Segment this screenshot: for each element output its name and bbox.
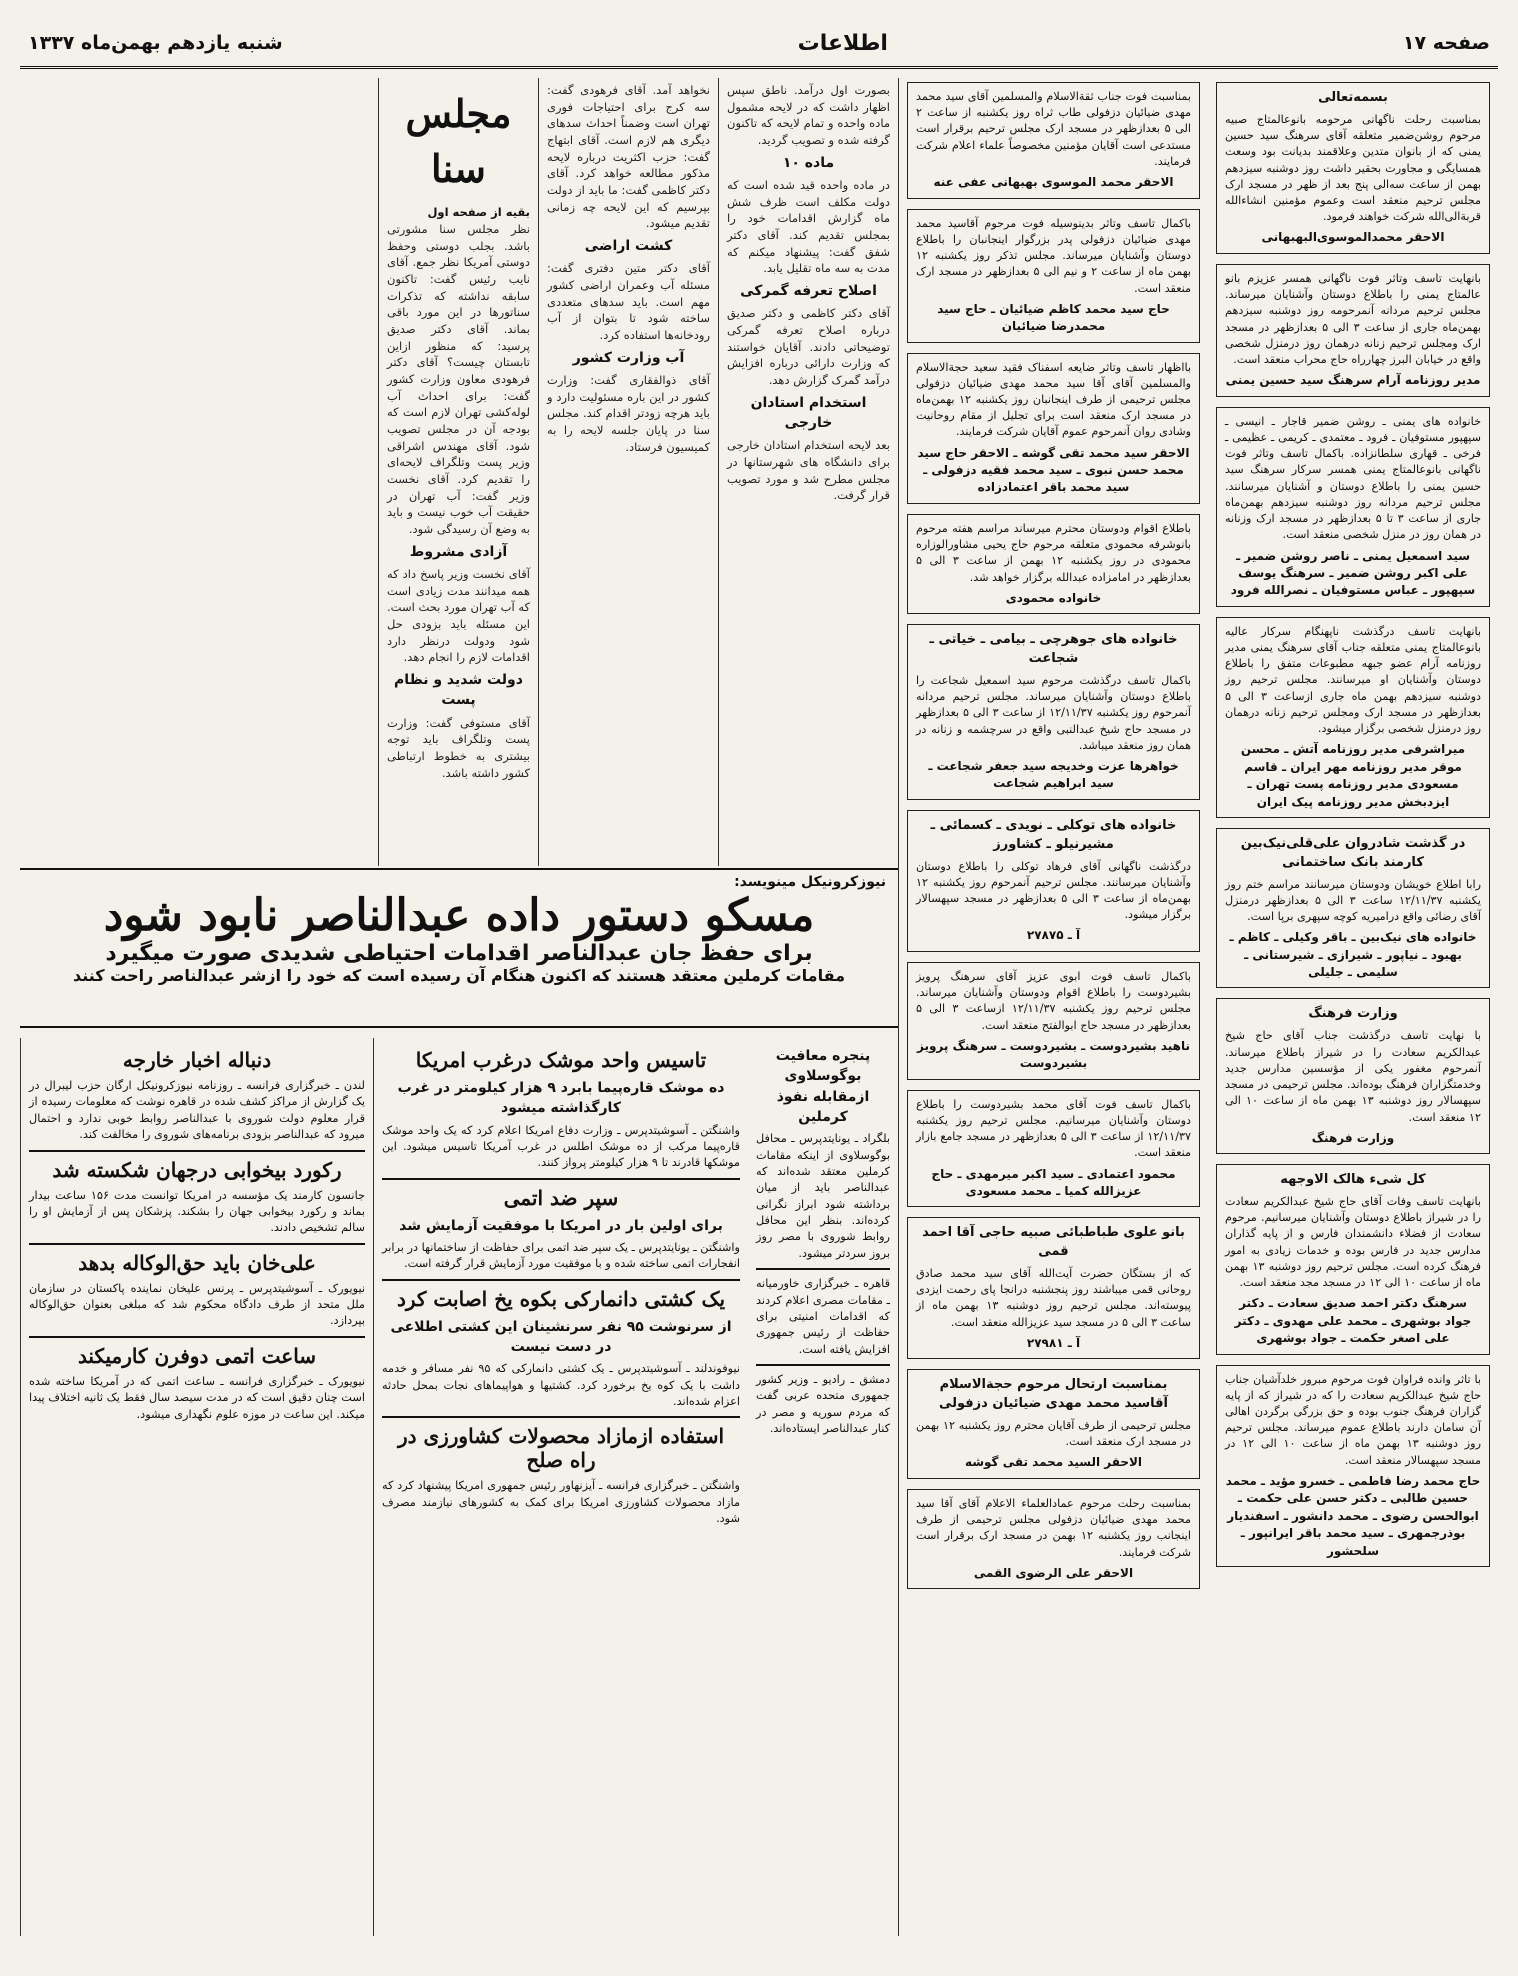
article-body: واشنگتن ـ آسوشیتدپرس ـ وزارت دفاع امریکا اعلام کرد که یک واحد موشک قاره‌پیما مرکب از ده موشک اطلس در غرب آمریکا تاسیس میشود. این موشکها قادرند تا ۹ هزار کیلومتر پرواز کنند. xyxy=(382,1123,740,1170)
article-subhead: آب وزارت کشور xyxy=(572,349,685,366)
notice-signature: میراشرفی مدیر روزنامه آتش ـ محسن موقر مدیر روزنامه مهر ایران ـ قاسم مسعودی مدیر روزنامه پست تهران ـ ایزدبخش مدیر روزنامه پیک ایران xyxy=(1240,742,1466,809)
article-body: قاهره ـ خبرگزاری خاورمیانه ـ مقامات مصری اعلام کردند که اقدامات امنیتی برای حفاظت از رئیس جمهوری افزایش یافته است. xyxy=(756,1277,890,1356)
column-divider xyxy=(29,1336,365,1338)
headline-deck: برای حفظ جان عبدالناصر اقدامات احتیاطی شدیدی صورت میگیرد xyxy=(105,941,813,966)
notice-signature: الاحقر محمدالموسوی‌البهبهانی xyxy=(1261,230,1445,245)
article-headline: ساعت اتمی دوفرن کارمیکند xyxy=(77,1343,317,1368)
notice-box xyxy=(1216,617,1490,818)
notice-box xyxy=(907,209,1200,343)
article-subhead: استخدام استادان خارجی xyxy=(750,394,867,431)
notice-title: بانو علوی طباطبائی صبیه حاجی آقا احمد قمی xyxy=(922,1225,1185,1260)
notice-body: رابا اطلاع خویشان ودوستان میرسانند مراسم ختم روز یکشنبه ۱۲/۱۱/۳۷ ساعت ۳ الی ۵ بعدازظهر درمنزل آقای رضائی واقع درامیریه کوچه سپهری برپا است. xyxy=(1225,877,1481,924)
notice-title: بمناسبت ارتحال مرحوم حجةالاسلام آقاسید محمد مهدی ضیائیان دزفولی xyxy=(938,1377,1169,1412)
notice-title: کل شیء هالک الاوجهه xyxy=(1280,1172,1426,1188)
notice-signature: حاج سید محمد کاظم ضیائیان ـ حاج سید محمدرضا ضیائیان xyxy=(937,301,1170,334)
notice-signature: الاحقر سید محمد تقی گوشه ـ الاحقر حاج سید محمد حسن نبوی ـ سید محمد فقیه دزفولی ـ سید محمد باقر اعتمادزاده xyxy=(917,445,1190,495)
headline-banner xyxy=(20,868,898,1028)
column-divider xyxy=(382,1178,740,1180)
article-subhead: اصلاح تعرفه گمرکی xyxy=(740,283,877,300)
lower-news-column-3 xyxy=(748,1038,898,1936)
notice-signature: ناهید بشیردوست ـ بشیردوست ـ سرهنگ پرویز بشیردوست xyxy=(916,1038,1190,1071)
article-body: نظر مجلس سنا مشورتی باشد. بجلب دوستی وحفظ دوستی آمریکا نظر جمع. آقای نایب رئیس گفت: تاکنون سابقه نداشته که تذکرات سناتورها در این مورد باقی بماند. آقای دکتر صدیق پرسید: که منظور ازاین تابستان چیست؟ آقای دکتر فرهودی معاون وزارت کشور گفت: برای احداث آب لوله‌کشی تهران لازم است که بودجه آن در مجلس تصویب شود. آقای مهندس اشراقی وزیر پست وتلگراف لایحه‌ای را تقدیم کرد. آقای نخست وزیر گفت: آب تهران در حقیقت آب خوب نیست و باید به وضع آن رسیدگی شود. xyxy=(387,221,530,536)
page-number: صفحه ۱۷ xyxy=(1402,32,1490,54)
article-body: دمشق ـ رادیو ـ وزیر کشور جمهوری متحده عربی گفت که مردم سوریه و مصر در کنار عبدالناصر ایستاده‌اند. xyxy=(756,1373,890,1436)
article-body: آقای دکتر کاظمی و دکتر صدیق درباره اصلاح تعرفه گمرکی توضیحاتی دادند. آقایان خواستند که وزارت دارائی درباره افزایش درآمد گمرک گزارش دهد. xyxy=(727,306,890,387)
column-divider xyxy=(756,1268,890,1270)
article-body: نیویورک ـ خبرگزاری فرانسه ـ ساعت اتمی که در آمریکا ساخته شده است چنان دقیق است که در مدت سیصد سال فقط یک ثانیه اختلاف پیدا میکند. این ساعت در موزه علوم نگهداری میشود. xyxy=(29,1374,365,1421)
notice-signature: مدیر روزنامه آرام سرهنگ سید حسین یمنی xyxy=(1225,373,1481,388)
notice-title: خانواده های جوهرچی ـ بیامی ـ خیاتی ـ شجاعت xyxy=(929,632,1178,667)
notice-body: بااظهار تاسف وتاثر ضایعه اسفناک فقید سعید حجةالاسلام والمسلمین آقای آقا سید محمد مهدی ضیائیان دزفولی مجلس ترحیمی از طرف اینجانبان روز یکشنبه ۱۲ بهمن‌ماه در مسجد ارک منعقد است برای تجلیل از مقام روحانیت وشادی روان آنمرحوم عموم آقایان شرکت فرمایند. xyxy=(916,360,1192,439)
notice-body: باطلاع اقوام ودوستان محترم میرساند مراسم هفته مرحوم بانوشرفه محمودی متعلقه مرحوم حاج یحیی مشاورالوزاره محمودی در روز یکشنبه ۱۲ بهمن از ساعت ۳ الی ۵ بعدازظهر در امامزاده عبدالله برگزار خواهد شد. xyxy=(916,521,1191,584)
column-divider xyxy=(382,1416,740,1418)
article-headline: سپر ضد اتمی xyxy=(503,1185,619,1210)
article-subhead: برای اولین بار در امریکا با موفقیت آزمایش شد xyxy=(399,1217,723,1234)
column-divider xyxy=(756,1364,890,1366)
notice-body: بانهایت تاسف وتاثر فوت ناگهانی همسر عزیزم بانو عالمتاج یمنی را باطلاع دوستان وآشنایان میرساند. مجلس ترحیم مردانه آنمرحومه روز دوشنبه سیزدهم بهمن‌ماه جاری از ساعت ۳ الی ۵ بعدازظهر در مسجد ارک ومجلس ترحیم زنانه درهمان روز درمنزل شخصی واقع در خیابان البرز چهارراه حاج محراب منعقد است. xyxy=(1225,271,1481,367)
notice-box xyxy=(907,82,1200,199)
lower-news-column-1 xyxy=(20,1038,373,1936)
article-headline: دنباله اخبار خارجه xyxy=(122,1048,272,1072)
column-divider xyxy=(29,1243,365,1245)
headline-kicker: نیوزکرونیکل مینویسد: xyxy=(734,874,886,890)
notice-box xyxy=(1216,998,1490,1154)
obituary-column-2 xyxy=(898,78,1208,1936)
notice-body: با تاثر وانده فراوان فوت مرحوم مبرور خلدآشیان جناب حاج شیخ عبدالکریم سعادت را که در شیراز که از پایه گزاران فرهنگ جنوب بوده و حق بزرگی برگردن اهالی آن سامان دارند باطلاع عموم میرساند. مجلس ترحیم روز دوشنبه ۱۳ بهمن ماه از ساعت ۱۰ الی ۱۲ در مسجد سپهسالار منعقد است. xyxy=(1225,1372,1481,1467)
lower-news-column-2 xyxy=(373,1038,748,1936)
article-body: بلگراد ـ یونایتدپرس ـ محافل بوگوسلاوی از اینکه مقامات کرملین معتقد شده‌اند که عبدالناصر باید از میان برداشته شود ابراز نگرانی کرده‌اند. بنظر این محافل روابط شوروی با مصر روز بروز سردتر میشود. xyxy=(756,1132,890,1260)
notice-box xyxy=(1216,1365,1490,1567)
article-subhead: ماده ۱۰ xyxy=(782,154,835,171)
article-headline: استفاده ازمازاد محصولات کشاورزی در راه صلح xyxy=(397,1424,725,1473)
notice-signature: سرهنگ دکتر احمد صدیق سعادت ـ دکتر جواد بوشهری ـ محمد علی مهدوی ـ دکتر علی اصغر حکمت ـ جواد بوشهری xyxy=(1234,1296,1472,1346)
article-body: در ماده واحده قید شده است که دولت مکلف است ظرف شش ماه گزارش اقدامات خود را بمجلس تقدیم کند. آقای دکتر شفق گفت: پیشنهاد میکنم که مدت به سه ماه تقلیل یابد. xyxy=(727,177,890,276)
notice-box xyxy=(907,624,1200,800)
senate-column-2 xyxy=(538,78,718,866)
notice-box xyxy=(1216,407,1490,607)
notice-signature: آ ـ ۲۷۸۷۵ xyxy=(1026,928,1081,943)
article-subhead: از سرنوشت ۹۵ نفر سرنشینان این کشتی اطلاعی در دست نیست xyxy=(390,1318,732,1356)
paper-name: اطلاعات xyxy=(797,30,888,56)
notice-signature: خانواده محمودی xyxy=(1005,590,1102,605)
article-body: جانسون کارمند یک مؤسسه در امریکا توانست مدت ۱۵۶ ساعت بیدار بماند و رکورد بیخوابی جهان را بشکند. پزشکان پس از آزمایش او را سالم تشخیص دادند. xyxy=(29,1188,366,1235)
article-body: آقای ذوالفقاری گفت: وزارت کشور در این باره مسئولیت دارد و باید هرچه زودتر اقدام کند. مجلس سنا در پایان جلسه لایحه را به کمیسیون فرستاد. xyxy=(547,373,710,454)
notice-body: بمناسبت رحلت مرحوم عمادالعلماء الاعلام آقای آقا سید محمد مهدی ضیائیان دزفولی مجلس ترحیمی از طرف اینجانب روز یکشنبه ۱۲ بهمن در مسجد ارک برقرار است شرکت فرمایند. xyxy=(916,1496,1191,1559)
notice-box xyxy=(907,1090,1200,1208)
article-subhead: ده موشک قاره‌پیما بابرد ۹ هزار کیلومتر در غرب کارگذاشته میشود xyxy=(397,1080,725,1117)
notice-body: بانهایت تاسف درگذشت ناپهنگام سرکار عالیه بانوعالمتاج یمنی متعلقه جناب آقای سرهنگ یمنی مدیر روزنامه آرام عضو جبهه مطبوعات متفق را باطلاع دوستان وآشنایان او میرسانند. مجلس ترحیم روز دوشنبه سیزدهم بهمن ماه جاری ازساعت ۳ الی ۵ بعدازظهر در مسجد ارک ومجلس ترحیم زنانه درهمان روز درمنزل شخصی برگزار میشود. xyxy=(1225,624,1481,736)
article-body: آقای نخست وزیر پاسخ داد که همه میدانند مدت زیادی است که آب تهران مورد بحث است. این مسئله باید بزودی حل شود ودولت درنظر دارد اقدامات لازم را انجام دهد. xyxy=(387,566,530,665)
notice-box xyxy=(1216,828,1490,989)
notice-body: باکمال تاسف فوت آقای محمد بشیردوست را باطلاع دوستان وآشنایان میرسانیم. مجلس ترحیم روز یکشنبه ۱۲/۱۱/۳۷ از ساعت ۳ الی ۵ بعدازظهر در مسجد جامع بازار منعقد است. xyxy=(916,1097,1191,1160)
issue-date: شنبه یازدهم بهمن‌ماه ۱۳۳۷ xyxy=(28,32,283,54)
senate-column-1 xyxy=(378,78,538,866)
article-headline: علی‌خان باید حق‌الوکاله بدهد xyxy=(78,1250,316,1275)
article-body: بعد لایحه استخدام استادان خارجی برای دانشگاه های شهرستانها در مجلس مطرح شد و مورد تصویب قرار گرفت. xyxy=(727,438,890,503)
article-subhead: کشت اراضی xyxy=(584,238,673,255)
notice-box xyxy=(1216,1164,1490,1354)
notice-box xyxy=(907,514,1200,614)
notice-body: باکمال تاسف فوت ابوی عزیز آقای سرهنگ پرویز بشیردوست را باطلاع اقوام ودوستان وآشنایان میرساند. مجلس ترحیم روز یکشنبه ۱۲/۱۱/۳۷ ازساعت ۳ الی ۵ بعدازظهر در مسجد حاج ابوالفتح منعقد است. xyxy=(916,969,1191,1032)
notice-box xyxy=(1216,82,1490,254)
article-body: واشنگتن ـ خبرگزاری فرانسه ـ آیزنهاور رئیس جمهوری امریکا پیشنهاد کرد که مازاد محصولات کشاورزی امریکا برای کمک به کشورهای نیازمند مصرف شود. xyxy=(382,1479,740,1526)
main-headline: مسکو دستور داده عبدالناصر نابود شود xyxy=(103,890,815,941)
obituary-column-1 xyxy=(1208,78,1498,1936)
senate-column-3 xyxy=(718,78,898,866)
article-headline: رکورد بیخوابی درجهان شکسته شد xyxy=(52,1157,342,1182)
article-grid xyxy=(20,78,1498,1936)
headline-subdeck: مقامات کرملین معتقد هستند که اکنون هنگام آن رسیده است که خود را ازشر عبدالناصر راحت کنند xyxy=(73,966,845,985)
notice-box xyxy=(907,353,1200,504)
notice-body: که از بستگان حضرت آیت‌الله آقای سید محمد صادق روحانی قمی میباشند روز پنجشنبه درانجا پای رحمت ایزدی پیوسته‌اند. مجلس ترحیم روز دوشنبه ۱۳ بهمن ماه از ساعت ۳ الی ۵ در مسجد سید عزیزالله منعقد است. xyxy=(916,1266,1191,1329)
notice-box xyxy=(907,1369,1200,1479)
article-headline: یک کشتی دانمارکی بکوه یخ اصابت کرد xyxy=(396,1286,726,1311)
article-body: نخواهد آمد. آقای فرهودی گفت: سه کرج برای احتیاجات فوری تهران است وضمناً احداث سدهای دیگری هم لازم است. آقای ابتهاج گفت: حزب اکثریت درباره لایحه مذکور مطالعه خواهد کرد. آقای دکتر کاظمی گفت: ما باید از دولت بپرسیم که این لایحه چه زمانی تقدیم میشود. xyxy=(547,83,710,231)
notice-body: بانهایت تاسف وفات آقای حاج شیخ عبدالکریم سعادت را در شیراز باطلاع دوستان وآشنایان میرسانیم. مرحوم سعادت از فضلاء دانشمندان فارس و از پایه گذاران مدارس جدید در فارس بوده و خدمات زیادی به امور فرهنگ کرده است. مجلس ترحیم روز دوشنبه ۱۳ بهمن ماه از ساعت ۱۰ الی ۱۲ در مسجد مجد منعقد است. xyxy=(1225,1194,1482,1290)
notice-signature: سید اسمعیل یمنی ـ ناصر روشن ضمیر ـ علی اکبر روشن ضمیر ـ سرهنگ یوسف سپهپور ـ عباس مستوفیان ـ نصرالله فرود xyxy=(1230,548,1476,598)
notice-signature: وزارت فرهنگ xyxy=(1311,1130,1395,1145)
notice-box xyxy=(907,962,1200,1080)
article-body: بصورت اول درآمد. ناطق سپس اظهار داشت که در لایحه مشمول ماده واحده و تمام لایحه که تاکنون گرفته شده و تصویب گردید. xyxy=(727,83,890,148)
notice-title: خانواده های توکلی ـ نویدی ـ کسمائی ـ مشیرنیلو ـ کشاورز xyxy=(930,817,1177,852)
article-subhead: پنجره معافیت بوگوسلاوی ازمقابله نفوذ کرملین xyxy=(775,1048,871,1125)
notice-body: بمناسبت فوت جناب ثقةالاسلام والمسلمین آقای سید محمد مهدی ضیائیان دزفولی طاب ثراه روز یکشنبه از ساعت ۲ الی ۵ بعدازظهر در مسجد ارک مجلس ترحیم برقرار است مستدعی است آقایان مؤمنین مخصوصاً علماء اعلام شرکت فرمایند. xyxy=(916,90,1191,168)
notice-body: باکمال تاسف درگذشت مرحوم سید اسمعیل شجاعت را باطلاع دوستان وآشنایان میرساند. مجلس ترحیم مردانه آنمرحوم روز یکشنبه ۱۲/۱۱/۳۷ از ساعت ۳ الی ۵ بعدازظهر در مسجد حاج شیخ عبدالنبی واقع در سرچشمه و زنانه در همان روز منعقد میباشد. xyxy=(916,673,1191,752)
notice-signature: خواهرها عزت وخدیجه سید جعفر شجاعت ـ سید ابراهیم شجاعت xyxy=(928,759,1179,791)
notice-body: خانواده های یمنی ـ روشن ضمیر قاجار ـ انیسی ـ سپهپور مستوفیان ـ فرود ـ معتمدی ـ کریمی ـ عظیمی ـ فرخی ـ قهاری سلطانزاده. باکمال تاسف وتاثر فوت ناگهانی بانوعالمتاج یمنی همسر سرکار سرهنگ سید حسین یمنی را باطلاع دوستان و آشنایان میرسانند. مجلس ترحیم مردانه روز دوشنبه سیزدهم بهمن‌ماه جاری از ساعت ۳ تا ۵ بعدازظهر در مسجد ارک وزنانه در همان روز در منزل شخصی منعقد است. xyxy=(1225,414,1482,542)
notice-title: بسمه‌تعالی xyxy=(1318,90,1388,105)
notice-body: بمناسبت رحلت ناگهانی مرحومه بانوعالمتاج صبیه مرحوم روشن‌ضمیر متعلقه آقای سرهنگ سید حسین یمنی که از بانوان متدین وعلاقمند بدیانت بود وسعت همسایگی و مجاورت بحقیر داشت روز دوشنبه سیزدهم بهمن از ساعت سه‌الی پنج بعد از ظهر در مسجد ارک مجلس ترحیم منعقد است وعموم مؤمنین انشاءالله قربةالی‌الله شرکت خواهند فرمود. xyxy=(1225,112,1481,224)
newspaper-page xyxy=(20,20,1498,1936)
notice-signature: الاحقر محمد الموسوی بهبهانی عفی عنه xyxy=(933,175,1174,190)
article-body: لندن ـ خبرگزاری فرانسه ـ روزنامه نیوزکرونیکل ارگان حزب لیبرال در یک گزارش از مراکز کشف شده در قاهره نوشت که معلومات رسیده از قرار معلوم دولت شوروی با عبدالناصر روابط خوبی ندارد و احتمال میرود که عبدالناصر بزودی برنامه‌های شوروی را مخالفت کند. xyxy=(29,1079,365,1142)
column-divider xyxy=(382,1279,740,1281)
notice-signature: محمود اعتمادی ـ سید اکبر میرمهدی ـ حاج عزیزالله کمیا ـ محمد مسعودی xyxy=(931,1166,1176,1198)
section-title: مجلس سنا xyxy=(405,91,512,192)
notice-body: درگذشت ناگهانی آقای فرهاد توکلی را باطلاع دوستان وآشنایان میرسانند. مجلس ترحیم آنمرحوم روز یکشنبه ۱۲ بهمن‌ماه از ساعت ۳ الی ۵ بعدازظهر در مسجد سپهسالار برگزار میشود. xyxy=(916,859,1191,922)
article-subhead: آزادی مشروط xyxy=(409,543,508,560)
article-body: نیوفوندلند ـ آسوشیتدپرس ـ یک کشتی دانمارکی که ۹۵ نفر مسافر و خدمه داشت با یک کوه یخ برخورد کرد. کشتیها و هواپیماهای نجات بمحل حادثه اعزام شده‌اند. xyxy=(382,1362,740,1409)
notice-box xyxy=(907,1489,1200,1589)
notice-body: با نهایت تاسف درگذشت جناب آقای حاج شیخ عبدالکریم سعادت را در شیراز باطلاع میرساند. آنمرحوم مغفور یکی از مؤسسین مدارس جدید وخدمتگزاران فرهنگ بوده‌اند. مجلس ترحیمی در مسجد سپهسالار روز دوشنبه ۱۳ بهمن ماه از ساعت ۱۰ الی ۱۲ منعقد است. xyxy=(1225,1029,1481,1124)
notice-body: باکمال تاسف وتاثر بدینوسیله فوت مرحوم آقاسید محمد مهدی ضیائیان دزفولی پدر بزرگوار اینجانبان را باطلاع دوستان وآشنایان میرساند. مجلس تذکر روز یکشنبه ۱۲ بهمن ماه از ساعت ۲ و نیم الی ۵ بعدازظهر در مسجد ارک منعقد است. xyxy=(916,216,1192,295)
notice-body: مجلس ترحیمی از طرف آقایان محترم روز یکشنبه ۱۲ بهمن در مسجد ارک منعقد است. xyxy=(916,1418,1192,1449)
notice-box xyxy=(1216,264,1490,397)
notice-title: در گذشت شادروان علی‌قلی‌نیک‌بین کارمند بانک ساختمانی xyxy=(1240,835,1466,870)
article-body: آقای دکتر متین دفتری گفت: مسئله آب وعمران اراضی کشور مهم است. باید سدهای متعددی ساخته شود تا بتوان از آب رودخانه‌ها استفاده کرد. xyxy=(547,261,710,343)
article-body: واشنگتن ـ یونایتدپرس ـ یک سپر ضد اتمی برای حفاظت از ساختمانها در برابر انفجارات اتمی ساخته شده و با موفقیت مورد آزمایش قرار گرفته است. xyxy=(382,1241,740,1271)
masthead xyxy=(20,20,1498,69)
notice-signature: آ ـ ۲۷۹۸۱ xyxy=(1026,1335,1081,1350)
notice-signature: الاحقر علی الرضوی القمی xyxy=(973,1565,1134,1580)
notice-box xyxy=(907,810,1200,952)
notice-signature: حاج محمد رضا فاطمی ـ خسرو مؤید ـ محمد حسین طالبی ـ دکتر حسن علی حکمت ـ ابوالحسن رضوی ـ محمد دانشور ـ اسفندیار بوذرجمهری ـ سید محمد باقر ایرانپور ـ سلحشور xyxy=(1225,1473,1481,1558)
notice-signature: الاحقر السید محمد تقی گوشه xyxy=(964,1455,1143,1470)
notice-title: وزارت فرهنگ xyxy=(1308,1006,1398,1022)
article-subhead: دولت شدید و نظام پست xyxy=(394,671,523,709)
article-body: آقای مستوفی گفت: وزارت پست وتلگراف باید توجه بیشتری به خطوط ارتباطی کشور داشته باشد. xyxy=(387,715,530,780)
notice-box xyxy=(907,1217,1200,1359)
continued-note: بقیه از صفحه اول xyxy=(427,205,530,220)
column-divider xyxy=(29,1150,365,1152)
article-headline: تاسیس واحد موشک درغرب امریکا xyxy=(415,1048,707,1072)
article-body: نیویورک ـ آسوشیتدپرس ـ پرنس علیخان نماینده پاکستان در سازمان ملل متحد از طرف دادگاه محکوم شد که مبلغی بعنوان حق‌الوکاله بپردازد. xyxy=(29,1281,365,1328)
notice-signature: خانواده های نیک‌بین ـ باقر وکیلی ـ کاظم ـ بهبود ـ نیاپور ـ شیرازی ـ شیرستانی ـ سلیمی ـ جلیلی xyxy=(1229,930,1477,980)
